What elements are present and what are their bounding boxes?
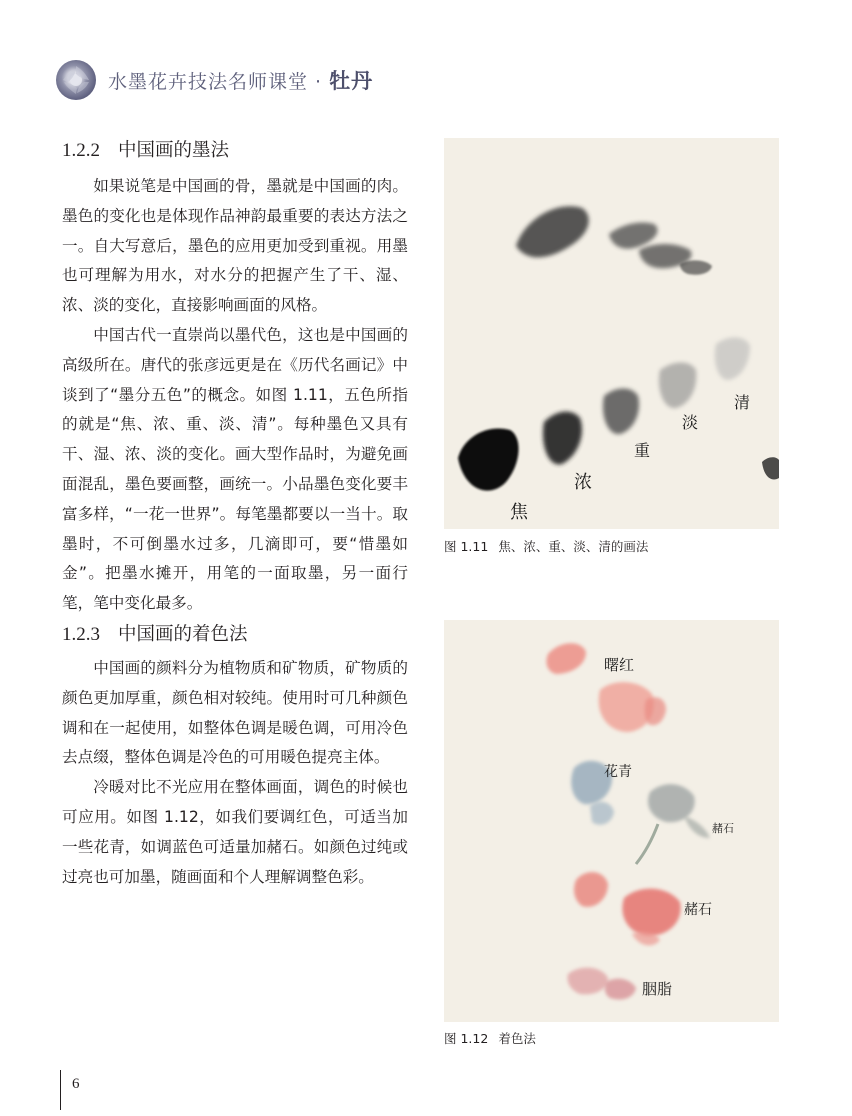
running-header xyxy=(56,56,373,104)
figure-ink-tones xyxy=(444,138,779,529)
paragraph: 中国古代一直崇尚以墨代色，这也是中国画的高级所在。唐代的张彦远更是在《历代名画记》中谈到了“墨分五色”的概念。如图 1.11，五色所指的就是“焦、浓、重、淡、清”。每种墨色又具有干、湿、浓、淡的变化。画大型作品时，为避免画面混乱，墨色要画整，画统一。小品墨色变化要丰富多样，“一花一世界”。每笔墨都要以一当十。取墨时，不可倒墨水过多，几滴即可，要“惜墨如金”。把墨水摊开，用笔的一面取墨，另一面行笔，笔中变化最多。 xyxy=(62,325,408,613)
section-number: 1.2.2 xyxy=(62,140,100,161)
ink-tones-painting xyxy=(444,138,779,529)
figure-coloring xyxy=(444,620,779,1022)
ink-label: 焦 xyxy=(510,502,528,523)
peony-logo-icon xyxy=(56,60,96,100)
ink-label: 重 xyxy=(634,441,651,460)
color-label: 曙红 xyxy=(604,656,635,674)
section-body-color xyxy=(62,654,408,892)
book-title-accent: 牡丹 xyxy=(329,68,374,93)
book-title-main: 水墨花卉技法名师课堂 · xyxy=(108,71,330,93)
paragraph: 如果说笔是中国画的骨，墨就是中国画的肉。墨色的变化也是体现作品神韵最重要的表达方法之一。自大写意后，墨色的应用更加受到重视。用墨也可理解为用水，对水分的把握产生了干、湿、浓、淡的变化，直接影响画面的风格。 xyxy=(62,177,408,315)
page-number: 6 xyxy=(72,1076,80,1092)
coloring-painting xyxy=(444,620,779,1022)
color-label: 赭石 xyxy=(712,822,734,835)
page-rule xyxy=(60,1070,61,1110)
ink-label: 清 xyxy=(734,393,751,412)
section-title: 中国画的着色法 xyxy=(118,624,248,645)
color-label: 赭石 xyxy=(684,902,712,918)
section-heading-color xyxy=(62,620,248,646)
section-title: 中国画的墨法 xyxy=(118,140,230,161)
color-label: 胭脂 xyxy=(642,980,673,998)
paragraph: 冷暖对比不光应用在整体画面，调色的时候也可应用。如图 1.12，如我们要调红色，可适当加一些花青，如调蓝色可适量加赭石。如颜色过纯或过亮也可加墨，随画面和个人理解调整色彩。 xyxy=(62,778,408,886)
figure-caption-text: 焦、浓、重、淡、清的画法 xyxy=(498,539,649,554)
ink-label: 浓 xyxy=(574,472,592,493)
section-number: 1.2.3 xyxy=(62,624,100,645)
color-label: 花青 xyxy=(604,764,632,780)
section-heading-ink xyxy=(62,136,229,162)
figure-caption xyxy=(444,537,648,555)
figure-number: 图 1.11 xyxy=(444,539,489,554)
figure-number: 图 1.12 xyxy=(444,1031,489,1046)
book-title xyxy=(108,65,373,95)
ink-label: 淡 xyxy=(682,413,699,432)
figure-caption xyxy=(444,1029,536,1047)
paragraph: 中国画的颜料分为植物质和矿物质，矿物质的颜色更加厚重，颜色相对较纯。使用时可几种颜色调和在一起使用，如整体色调是暖色调，可用冷色去点缀，整体色调是冷色的可用暖色提亮主体。 xyxy=(62,659,408,767)
figure-caption-text: 着色法 xyxy=(498,1031,536,1046)
section-body-ink xyxy=(62,172,408,619)
